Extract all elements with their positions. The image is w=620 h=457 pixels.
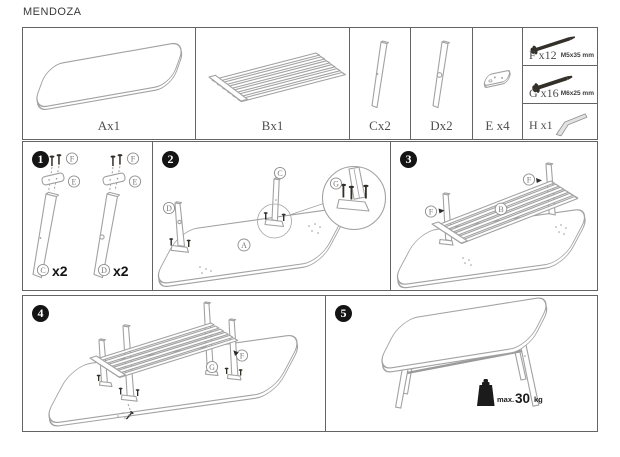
step-4-badge: 4 (32, 305, 49, 322)
part-label-g: G x16 (529, 86, 559, 100)
step-5-illustration (326, 296, 597, 431)
svg-text:A: A (241, 240, 247, 250)
svg-text:F: F (69, 154, 75, 164)
callout-screw-f-right (127, 153, 138, 164)
part-box-g (522, 65, 598, 104)
callout-screw-g (330, 178, 341, 189)
step-2-illustration (153, 142, 390, 290)
part-label-c: Cx2 (369, 118, 391, 133)
callout-screw-f-left (425, 206, 444, 217)
product-title: MENDOZA (23, 6, 82, 18)
callout-shelf-b (495, 203, 507, 215)
leg-d-assembly (94, 153, 141, 279)
step-5-badge: 5 (335, 305, 352, 322)
callout-bracket-e-left (68, 176, 79, 187)
part-c-leg-illustration (350, 28, 410, 123)
part-spec-f: M5x35 mm (560, 52, 594, 59)
part-a-tabletop-illustration (23, 28, 195, 123)
svg-text:D: D (101, 265, 107, 275)
step-4-illustration (23, 296, 325, 431)
callout-screw-f-left (66, 153, 77, 164)
step-5-panel (325, 295, 598, 432)
callout-bracket-e-right (129, 176, 140, 187)
svg-text:C: C (277, 168, 283, 178)
svg-text:D: D (166, 203, 172, 213)
magnifier-detail (323, 167, 386, 230)
part-box-h (522, 103, 598, 140)
qty-label-d: x2 (113, 263, 129, 279)
part-spec-g: M6x25 mm (560, 90, 594, 97)
leg-c-assembly (33, 153, 80, 279)
part-label-f: F x12 (529, 48, 557, 62)
part-label-b: Bx1 (261, 118, 284, 133)
shelf-slats (209, 53, 345, 102)
callout-screw-f-right (523, 174, 542, 185)
svg-text:F: F (130, 154, 136, 164)
step-2-panel (152, 141, 391, 291)
step-3-illustration (391, 142, 597, 290)
max-load-unit: kg (534, 395, 543, 404)
part-label-e: E x4 (485, 118, 510, 133)
part-box-f (522, 27, 598, 66)
svg-text:F: F (239, 351, 245, 361)
part-d-leg-illustration (411, 28, 472, 123)
part-label-d: Dx2 (430, 118, 453, 133)
step-3-badge: 3 (400, 151, 417, 168)
step-1-panel (22, 141, 153, 291)
part-box-a (22, 27, 196, 140)
step-1-badge: 1 (32, 151, 49, 168)
callout-leg-c (37, 264, 48, 275)
svg-text:C: C (40, 265, 46, 275)
svg-text:B: B (498, 204, 504, 214)
part-e-bracket-illustration (473, 28, 522, 123)
svg-text:E: E (71, 177, 77, 187)
callout-screw-g (206, 361, 217, 372)
part-box-d (410, 27, 473, 140)
part-box-e (472, 27, 523, 140)
callout-leg-d (98, 264, 109, 275)
step-4-panel (22, 295, 326, 432)
max-load-prefix: max. (497, 395, 515, 404)
svg-text:G: G (333, 179, 339, 189)
callout-leg-c (274, 167, 285, 178)
max-load-weight-icon (477, 379, 495, 406)
qty-label-c: x2 (52, 263, 68, 279)
svg-text:E: E (132, 177, 138, 187)
callout-leg-d (163, 202, 174, 213)
svg-text:F: F (526, 175, 532, 185)
max-load-value: 30 (515, 391, 531, 406)
callout-tabletop-a (238, 239, 250, 251)
svg-text:F: F (428, 207, 434, 217)
step-1-illustration (23, 142, 152, 290)
part-b-shelf-illustration (196, 28, 349, 123)
part-box-c (349, 27, 411, 140)
part-label-h: H x1 (529, 118, 553, 132)
step-2-badge: 2 (162, 151, 179, 168)
part-label-a: Ax1 (97, 118, 121, 133)
step-3-panel (390, 141, 598, 291)
part-box-b (195, 27, 350, 140)
svg-text:G: G (209, 362, 215, 372)
allen-key-icon (553, 114, 590, 137)
